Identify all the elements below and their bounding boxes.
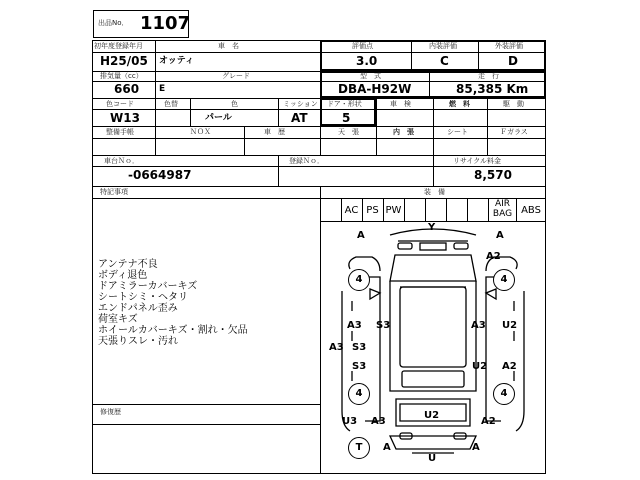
- chassis-label: 車台Ｎｏ．: [104, 157, 139, 165]
- damage-right-fender: A2: [486, 251, 501, 262]
- damage-front-left: A: [357, 230, 365, 241]
- car-name: オッティ: [159, 56, 195, 66]
- equipment-label: 装 備: [424, 188, 445, 196]
- damage-left-door-a3: A3: [347, 320, 362, 331]
- score-label: 評価点: [352, 42, 373, 50]
- damage-right-door-u2: U2: [502, 320, 518, 331]
- tire-front-right: 4: [493, 269, 515, 291]
- damage-rear-bumper-center: U: [428, 453, 437, 464]
- note-line: シートシミ・ヘタリ: [98, 292, 188, 303]
- transmission-label: ミッション: [283, 100, 318, 108]
- equipment-ac: AC: [344, 205, 359, 216]
- doors: 5: [342, 111, 351, 125]
- color-code: W13: [110, 111, 140, 125]
- trim-label: 内 張: [393, 128, 414, 136]
- damage-right-rear-u2: U2: [472, 361, 488, 372]
- lot-number-box: [93, 10, 189, 38]
- tire-rear-left: 4: [348, 383, 370, 405]
- seat-label: シート: [447, 128, 468, 136]
- color: パール: [205, 113, 232, 123]
- registration-label: 登録Ｎｏ．: [289, 157, 324, 165]
- note-line: 荷室キズ: [98, 314, 138, 325]
- doors-label: ドア・形状: [327, 100, 362, 108]
- model-code: DBA-H92W: [338, 82, 412, 96]
- mileage: 85,385 Km: [456, 82, 529, 96]
- car-name-label: 車 名: [218, 42, 239, 50]
- inspection-label: 車 検: [390, 100, 411, 108]
- year-label: 初年度登録年月: [94, 42, 143, 50]
- grade: E: [159, 84, 166, 94]
- model-label: 型 式: [360, 72, 381, 80]
- damage-rear-left-u3: U3: [342, 416, 358, 427]
- fuel-label: 燃 料: [449, 100, 470, 108]
- drive-label: 駆 動: [503, 100, 524, 108]
- history-label: 車 歴: [264, 128, 285, 136]
- recycle-fee: 8,570: [474, 168, 512, 182]
- note-line: ドアミラーカバーキズ: [98, 281, 198, 292]
- first-registration: H25/05: [100, 54, 148, 68]
- transmission: AT: [291, 111, 308, 125]
- damage-rear-bumper-right: A: [472, 442, 480, 453]
- mileage-label: 走 行: [478, 72, 499, 80]
- damage-left-sill-a3: A3: [329, 342, 344, 353]
- nox-label: ＮＯＸ: [190, 128, 211, 136]
- tire-front-left: 4: [348, 269, 370, 291]
- exterior-grade-label: 外装評価: [495, 42, 523, 50]
- interior-grade: C: [440, 54, 449, 68]
- damage-front-right: A: [496, 230, 504, 241]
- damage-rear-left-a3: A3: [371, 416, 386, 427]
- damage-right-rear-a2: A2: [502, 361, 517, 372]
- color-code-label: 色コード: [106, 100, 134, 108]
- damage-left-rear-s3: S3: [352, 361, 367, 372]
- displacement: 660: [114, 82, 140, 96]
- notes-label: 特記事項: [100, 188, 128, 196]
- equipment-pw: PW: [385, 205, 402, 216]
- damage-right-door-a3: A3: [471, 320, 486, 331]
- note-line: 天張りスレ・汚れ: [98, 336, 178, 347]
- damage-front-center: Y: [428, 222, 436, 233]
- lot-number-label: 出品No．: [98, 19, 129, 27]
- exterior-grade: D: [508, 54, 518, 68]
- note-line: ボディ退色: [98, 270, 148, 281]
- interior-grade-label: 内装評価: [429, 42, 457, 50]
- note-line: ホイールカバーキズ・割れ・欠品: [98, 325, 248, 336]
- equipment-ps: PS: [366, 205, 379, 216]
- displacement-label: 排気量（cc）: [100, 72, 143, 80]
- damage-rear-gate: U2: [424, 410, 440, 421]
- damage-rear-right-a2: A2: [481, 416, 496, 427]
- color-label: 色: [231, 100, 238, 108]
- recycle-fee-label: リサイクル料金: [453, 157, 502, 165]
- score: 3.0: [356, 54, 378, 68]
- damage-left-door-s3: S3: [376, 320, 391, 331]
- windshield-label: Ｆガラス: [500, 128, 528, 136]
- note-line: アンテナ不良: [98, 259, 158, 270]
- chassis-number: -0664987: [128, 168, 192, 182]
- equipment-airbag: AIR BAG: [492, 199, 513, 219]
- tire-rear-right: 4: [493, 383, 515, 405]
- grade-label: グレード: [222, 72, 250, 80]
- damage-rear-bumper-left: A: [383, 442, 391, 453]
- note-line: エンドパネル歪み: [98, 303, 178, 314]
- service-book-label: 整備手帳: [106, 128, 134, 136]
- lot-number: 1107: [140, 13, 191, 34]
- ceiling-label: 天 張: [338, 128, 359, 136]
- equipment-abs: ABS: [521, 205, 541, 216]
- color-change-label: 色替: [164, 100, 178, 108]
- tire-spare: T: [348, 437, 370, 459]
- damage-left-sill-s3: S3: [352, 342, 367, 353]
- repair-history-label: 修復歴: [100, 408, 121, 416]
